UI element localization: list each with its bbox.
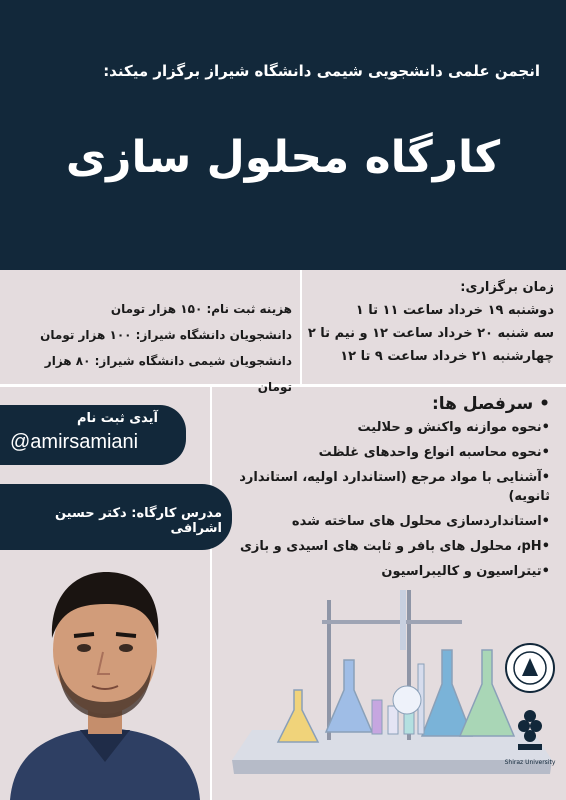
info-divider: [300, 270, 302, 384]
fee-line: دانشجویان شیمی دانشگاه شیراز: ۸۰ هزار تومان: [44, 354, 292, 394]
university-logos: [500, 640, 560, 790]
registration-id[interactable]: @amirsamiani: [10, 431, 139, 453]
schedule-line: چهارشنبه ۲۱ خرداد ساعت ۹ تا ۱۲: [340, 349, 554, 364]
instructor-photo: [0, 552, 210, 800]
fee-line: هزینه ثبت نام: ۱۵۰ هزار تومان: [110, 302, 292, 316]
registration-label: آیدی ثبت نام: [76, 411, 158, 426]
registration-pill: [0, 405, 186, 465]
fees-block: [14, 296, 292, 400]
topics-heading: • سرفصل ها:: [431, 394, 550, 414]
workshop-title: کارگاه محلول سازی: [65, 132, 501, 183]
header-banner: [0, 0, 566, 270]
topic-item: •نحوه موازنه واکنش و حلالیت: [357, 420, 550, 435]
portrait-image: [0, 552, 210, 800]
topics-block: [220, 394, 550, 587]
university-caption: Shiraz University: [504, 759, 556, 766]
instructor-pill: [0, 484, 232, 550]
topic-item: •تیتراسیون و کالیبراسیون: [381, 564, 550, 579]
topic-item: •pH، محلول های بافر و ثابت های اسیدی و بازی: [239, 539, 550, 554]
schedule-line: دوشنبه ۱۹ خرداد ساعت ۱۱ تا ۱: [355, 303, 554, 318]
instructor-label: مدرس کارگاه: دکتر حسین اشرافی: [54, 506, 222, 536]
topic-item: •استانداردسازی محلول های ساخته شده: [291, 514, 550, 529]
lower-divider: [210, 387, 212, 800]
topic-item: •نحوه محاسبه انواع واحدهای غلظت: [318, 445, 550, 460]
logos-area: [500, 640, 560, 790]
schedule-block: [304, 276, 554, 368]
topic-item: •آشنایی با مواد مرجع (استاندارد اولیه، استاندارد ثانویه): [239, 470, 550, 504]
organizer-intro: انجمن علمی دانشجویی شیمی دانشگاه شیراز برگزار میکند:: [103, 62, 540, 80]
fee-line: دانشجویان دانشگاه شیراز: ۱۰۰ هزار تومان: [40, 328, 292, 342]
schedule-heading: زمان برگزاری:: [460, 280, 554, 295]
schedule-line: سه شنبه ۲۰ خرداد ساعت ۱۲ و نیم تا ۲: [307, 326, 554, 341]
